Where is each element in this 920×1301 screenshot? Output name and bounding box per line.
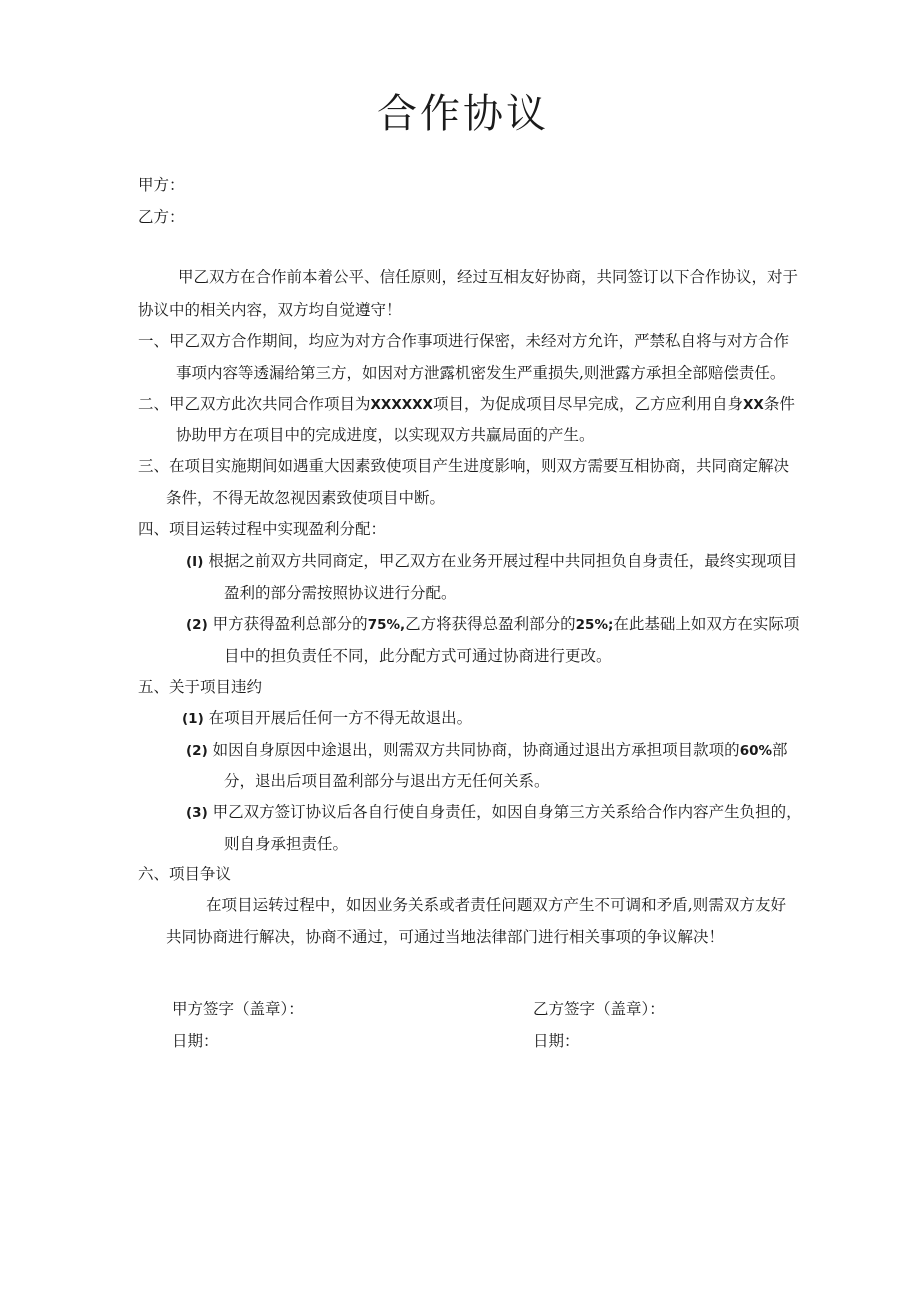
clause-2-line-2: 协助甲方在项目中的完成进度，以实现双方共赢局面的产生。 <box>176 426 595 444</box>
item-text: 甲乙双方签订协议后各自行使自身责任，如因自身第三方关系给合作内容产生负担的， <box>212 803 802 821</box>
exit-share: 60% <box>739 743 773 759</box>
party-b-label: 乙方： <box>138 208 185 226</box>
party-a-date: 日期： <box>172 1032 219 1050</box>
item-text-b: 乙方将获得总盈利部分的 <box>405 615 576 633</box>
clause-4-item-2-line-2: 目中的担负责任不同，此分配方式可通过协商进行更改。 <box>224 647 612 665</box>
project-placeholder: XXXXXX <box>370 397 433 413</box>
clause-6-line-2: 共同协商进行解决，协商不通过，可通过当地法律部门进行相关事项的争议解决！ <box>166 928 725 946</box>
intro-line-1: 甲乙双方在合作前本着公平、信任原则，经过互相友好协商，共同签订以下合作协议，对于 <box>178 268 799 286</box>
clause-5-item-1 <box>182 707 472 730</box>
item-text-b: 部 <box>772 741 788 759</box>
item-number: (1) <box>182 711 204 727</box>
item-text: 根据之前双方共同商定，甲乙双方在业务开展过程中共同担负自身责任，最终实现项目 <box>208 552 798 570</box>
item-number: (2) <box>186 743 208 759</box>
item-text-a: 如因自身原因中途退出，则需双方共同协商，协商通过退出方承担项目款项的 <box>212 741 740 759</box>
party-b-signature: 乙方签字（盖章）： <box>533 1000 665 1018</box>
clause-3-line-2: 条件，不得无故忽视因素致使项目中断。 <box>166 489 446 507</box>
clause-6-line-1: 在项目运转过程中，如因业务关系或者责任问题双方产生不可调和矛盾,则需双方友好 <box>206 896 786 914</box>
item-text-a: 甲方获得盈利总部分的 <box>212 615 368 633</box>
intro-line-2: 协议中的相关内容，双方均自觉遵守！ <box>138 301 402 319</box>
clause-5-item-2-line-1 <box>186 739 788 762</box>
clause-5-heading: 五、关于项目违约 <box>138 678 263 696</box>
clause-2-text-b: 项目，为促成项目尽早完成，乙方应利用自身 <box>432 395 743 413</box>
item-number: (3) <box>186 805 208 821</box>
clause-5-item-2-line-2: 分，退出后项目盈利部分与退出方无任何关系。 <box>224 772 550 790</box>
clause-1-line-1: 一、甲乙双方合作期间，均应为对方合作事项进行保密，未经对方允许，严禁私自将与对方合作 <box>138 332 790 350</box>
clause-4-item-2-line-1 <box>186 613 799 636</box>
document-title: 合作协议 <box>377 91 549 137</box>
clause-1-line-2: 事项内容等透漏给第三方，如因对方泄露机密发生严重损失,则泄露方承担全部赔偿责任。 <box>176 364 786 382</box>
condition-placeholder: XX <box>742 397 764 413</box>
clause-2-line-1 <box>138 393 795 416</box>
clause-4-heading: 四、项目运转过程中实现盈利分配： <box>138 520 387 538</box>
clause-5-item-3-line-1 <box>186 801 802 824</box>
clause-2-text-c: 条件 <box>763 395 795 413</box>
party-b-date: 日期： <box>533 1032 580 1050</box>
party-a-label: 甲方： <box>138 176 185 194</box>
clause-3-line-1: 三、在项目实施期间如遇重大因素致使项目产生进度影响，则双方需要互相协商，共同商定解决 <box>138 457 790 475</box>
party-b-share: 25%; <box>575 617 614 633</box>
item-text-c: 在此基础上如双方在实际项 <box>613 615 800 633</box>
party-a-share: 75%, <box>367 617 406 633</box>
clause-4-item-1-line-2: 盈利的部分需按照协议进行分配。 <box>224 584 457 602</box>
clause-2-text-a: 二、甲乙双方此次共同合作项目为 <box>138 395 371 413</box>
clause-5-item-3-line-2: 则自身承担责任。 <box>224 835 349 853</box>
item-number: (2) <box>186 617 208 633</box>
party-a-signature: 甲方签字（盖章）： <box>172 1000 304 1018</box>
clause-4-item-1-line-1 <box>186 550 797 573</box>
item-number: (I) <box>186 554 204 570</box>
item-text: 在项目开展后任何一方不得无故退出。 <box>208 709 473 727</box>
clause-6-heading: 六、项目争议 <box>138 865 232 883</box>
